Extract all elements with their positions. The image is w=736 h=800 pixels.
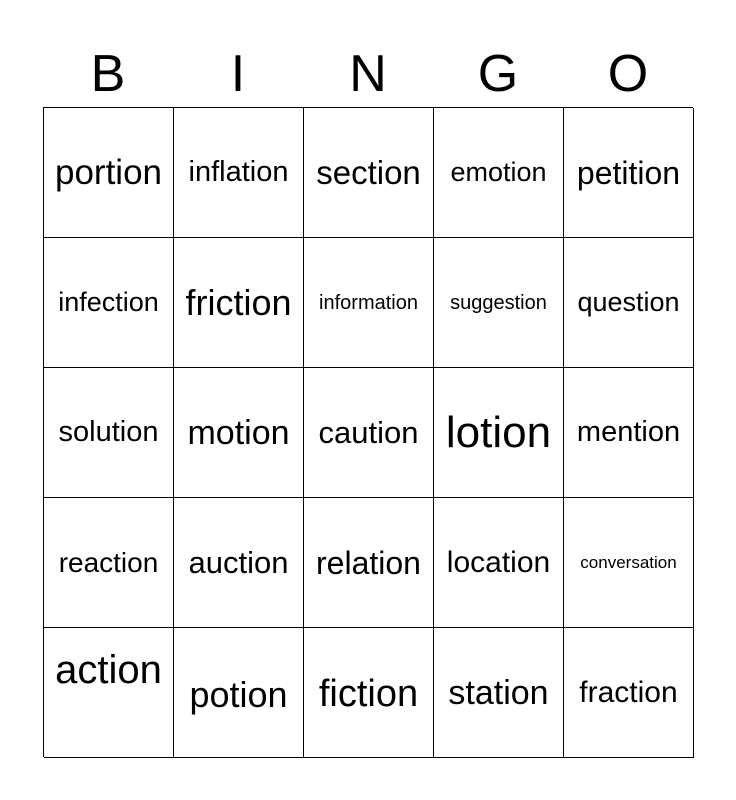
bingo-board [43, 107, 693, 757]
cell-word: location [446, 545, 551, 579]
bingo-cell[interactable] [304, 108, 434, 238]
cell-word: caution [318, 415, 419, 450]
bingo-cell[interactable] [174, 108, 304, 238]
cell-word: action [55, 648, 162, 692]
cell-word: conversation [580, 553, 677, 572]
bingo-cell[interactable] [304, 368, 434, 498]
cell-word: relation [316, 544, 421, 581]
bingo-cell[interactable] [174, 628, 304, 758]
bingo-cell[interactable] [304, 628, 434, 758]
header-letter-b: B [90, 45, 126, 103]
bingo-cell[interactable] [564, 238, 694, 368]
bingo-cell[interactable] [434, 498, 564, 628]
bingo-cell[interactable] [174, 368, 304, 498]
bingo-cell[interactable] [44, 628, 174, 758]
cell-word: suggestion [450, 291, 547, 314]
bingo-cell[interactable] [564, 108, 694, 238]
bingo-cell[interactable] [564, 628, 694, 758]
cell-word: solution [58, 416, 159, 448]
header-letter-o: O [607, 45, 649, 103]
cell-word: mention [576, 416, 681, 448]
cell-word: emotion [450, 157, 547, 187]
bingo-cell[interactable] [434, 368, 564, 498]
cell-word: auction [188, 545, 289, 580]
cell-word: section [316, 154, 421, 191]
cell-word: information [319, 291, 418, 314]
cell-word: petition [576, 154, 681, 191]
bingo-cell[interactable] [564, 498, 694, 628]
header-letter-g: G [477, 45, 519, 103]
bingo-cell[interactable] [44, 108, 174, 238]
bingo-cell[interactable] [44, 238, 174, 368]
bingo-cell[interactable] [434, 238, 564, 368]
cell-word: question [577, 287, 680, 317]
cell-word: reaction [58, 546, 159, 578]
header-letter-n: N [349, 45, 387, 103]
bingo-cell[interactable] [304, 498, 434, 628]
cell-word: inflation [188, 156, 289, 188]
bingo-cell[interactable] [174, 498, 304, 628]
bingo-cell[interactable] [44, 498, 174, 628]
cell-word: station [448, 673, 549, 712]
header-letter-i: I [230, 45, 246, 103]
cell-word: fiction [318, 673, 419, 715]
bingo-cell[interactable] [174, 238, 304, 368]
cell-word: lotion [445, 407, 552, 457]
cell-word: potion [189, 674, 288, 715]
cell-word: fraction [579, 675, 678, 709]
bingo-cell[interactable] [44, 368, 174, 498]
cell-word: infection [58, 287, 159, 317]
bingo-cell[interactable] [434, 628, 564, 758]
bingo-cell[interactable] [434, 108, 564, 238]
cell-word: portion [54, 153, 163, 192]
cell-word: friction [185, 281, 292, 323]
cell-word: motion [187, 413, 290, 452]
bingo-cell[interactable] [564, 368, 694, 498]
bingo-cell[interactable] [304, 238, 434, 368]
bingo-header [43, 44, 693, 104]
